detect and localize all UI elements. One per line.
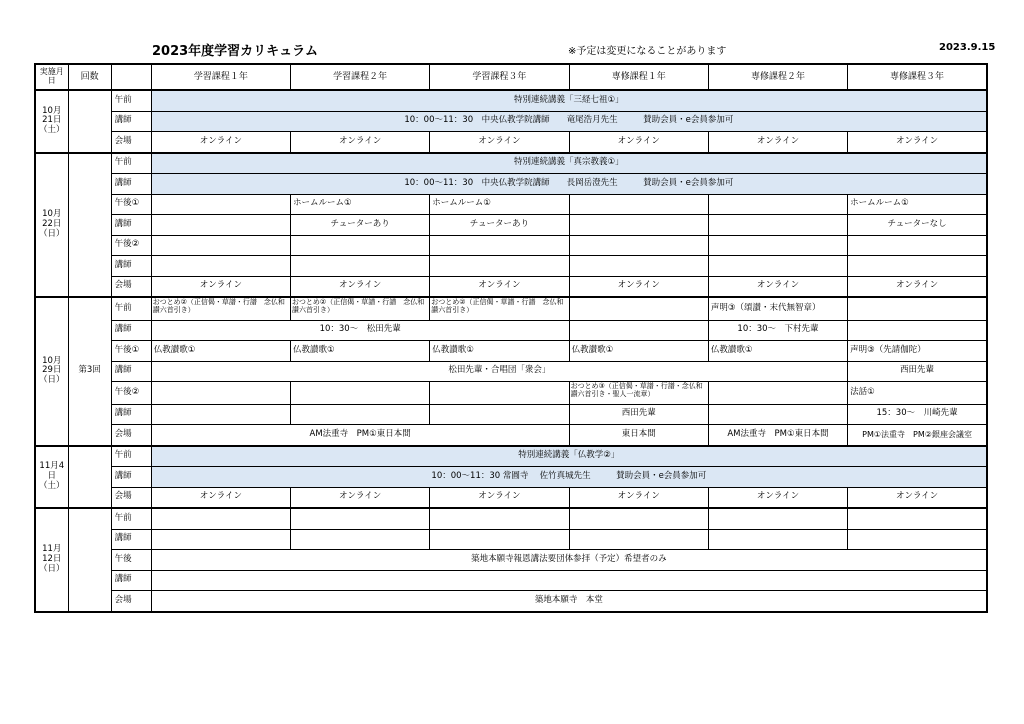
label-pm: 午後	[111, 550, 151, 571]
otsutome2-3: おつとめ②（正信偈・草譜・行譜 念仏和讃六首引き）	[430, 297, 569, 320]
label-am: 午前	[111, 297, 151, 320]
venue-online: オンライン	[291, 132, 430, 153]
venue-online: オンライン	[151, 276, 290, 297]
table-row	[35, 111, 987, 132]
nov12-pm: 築地本願寺報恩講法要団体参拝（予定）希望者のみ	[151, 550, 987, 571]
cell-empty	[291, 508, 430, 529]
tutor-3: チューターあり	[430, 215, 569, 236]
label-pm2: 午後②	[111, 382, 151, 405]
table-row	[35, 570, 987, 591]
header-row	[35, 64, 987, 90]
cell-empty	[291, 404, 430, 425]
oct21-am: 特別連続講義「三経七祖①」	[151, 90, 987, 111]
oct29-nishida-6: 西田先輩	[848, 361, 987, 382]
oct29-lecturer-am1: 10：30～ 松田先輩	[151, 320, 569, 341]
label-lecturer: 講師	[111, 174, 151, 195]
venue-online: オンライン	[430, 132, 569, 153]
venue-online: オンライン	[430, 276, 569, 297]
session-oct29: 第3回	[68, 297, 111, 446]
table-row	[35, 382, 987, 405]
label-lecturer: 講師	[111, 467, 151, 488]
shomyo3b-6: 声明③（先請伽陀）	[848, 341, 987, 362]
cell-empty	[708, 382, 847, 405]
venue-online: オンライン	[848, 132, 987, 153]
venue-online: オンライン	[848, 276, 987, 297]
cell-empty	[151, 508, 290, 529]
cell-empty	[848, 256, 987, 277]
table-row	[35, 425, 987, 446]
venue-online: オンライン	[708, 487, 847, 508]
col-course-5: 専修課程２年	[708, 64, 847, 90]
col-course-6: 専修課程３年	[848, 64, 987, 90]
label-lecturer: 講師	[111, 570, 151, 591]
cell-empty	[708, 215, 847, 236]
table-row	[35, 153, 987, 174]
venue-online: オンライン	[151, 132, 290, 153]
table-row	[35, 297, 987, 320]
otsutome2-1: おつとめ②（正信偈・草譜・行譜 念仏和讃六首引き）	[151, 297, 290, 320]
cell-empty	[569, 235, 708, 256]
label-pm2: 午後②	[111, 235, 151, 256]
cell-empty	[708, 508, 847, 529]
table-row	[35, 215, 987, 236]
schedule-note: ※予定は変更になることがあります	[568, 46, 727, 57]
col-course-3: 学習課程３年	[430, 64, 569, 90]
cell-empty	[291, 256, 430, 277]
table-row	[35, 320, 987, 341]
sanka-1: 仏教讃歌①	[151, 341, 290, 362]
date-nov12: 11月12日（日）	[35, 508, 68, 612]
cell-empty	[151, 529, 290, 550]
tutor-2: チューターあり	[291, 215, 430, 236]
col-date: 実施月日	[35, 64, 68, 90]
oct29-lecturer-am2: 10：30～ 下村先輩	[708, 320, 847, 341]
cell-empty	[848, 235, 987, 256]
oct29-nishida-4: 西田先輩	[569, 404, 708, 425]
oct22-lecturer: 10：00～11：30 中央仏教学院講師 長岡岳澄先生 賛助会員・e会員参加可	[151, 174, 987, 195]
cell-empty	[708, 194, 847, 215]
page-title: 2023年度学習カリキュラム	[152, 44, 319, 59]
cell-empty	[848, 508, 987, 529]
session-nov12	[68, 508, 111, 612]
label-venue: 会場	[111, 132, 151, 153]
nov4-lecturer: 10：00～11：30 常圓寺 佐竹真城先生 賛助会員・e会員参加可	[151, 467, 987, 488]
table-row	[35, 194, 987, 215]
table-row	[35, 404, 987, 425]
table-row	[35, 361, 987, 382]
venue-online: オンライン	[569, 132, 708, 153]
table-row	[35, 276, 987, 297]
cell-empty	[291, 382, 430, 405]
label-lecturer: 講師	[111, 111, 151, 132]
col-course-1: 学習課程１年	[151, 64, 290, 90]
nov4-am: 特別連続講義「仏教学②」	[151, 446, 987, 467]
cell-empty	[151, 382, 290, 405]
col-course-4: 専修課程１年	[569, 64, 708, 90]
homeroom-6: ホームルーム①	[848, 194, 987, 215]
date-oct29: 10月29日（日）	[35, 297, 68, 446]
table-row	[35, 467, 987, 488]
label-venue: 会場	[111, 487, 151, 508]
venue-online: オンライン	[708, 276, 847, 297]
label-lecturer: 講師	[111, 404, 151, 425]
table-row	[35, 487, 987, 508]
table-row	[35, 174, 987, 195]
label-lecturer: 講師	[111, 256, 151, 277]
date-oct22: 10月22日（日）	[35, 153, 68, 298]
tutor-6: チューターなし	[848, 215, 987, 236]
label-am: 午前	[111, 90, 151, 111]
table-row	[35, 341, 987, 362]
label-pm1: 午後①	[111, 341, 151, 362]
sanka-5: 仏教讃歌①	[708, 341, 847, 362]
venue-online: オンライン	[569, 276, 708, 297]
cell-empty	[569, 297, 708, 320]
venue-online: オンライン	[569, 487, 708, 508]
oct29-venue-c: AM法重寺 PM①東日本間	[708, 425, 847, 446]
cell-empty	[151, 404, 290, 425]
nov12-venue: 築地本願寺 本堂	[151, 591, 987, 612]
label-pm1: 午後①	[111, 194, 151, 215]
cell-empty	[708, 256, 847, 277]
otsutome2-2: おつとめ②（正信偈・草譜・行譜 念仏和讃六首引き）	[291, 297, 430, 320]
sanka-4: 仏教讃歌①	[569, 341, 708, 362]
label-venue: 会場	[111, 425, 151, 446]
cell-empty	[708, 529, 847, 550]
oct29-venue-b: 東日本間	[569, 425, 708, 446]
col-session: 回数	[68, 64, 111, 90]
col-course-2: 学習課程２年	[291, 64, 430, 90]
sanka-3: 仏教讃歌①	[430, 341, 569, 362]
table-row	[35, 132, 987, 153]
label-lecturer: 講師	[111, 361, 151, 382]
venue-online: オンライン	[291, 276, 430, 297]
col-blank	[111, 64, 151, 90]
homeroom-2: ホームルーム①	[291, 194, 430, 215]
table-row	[35, 550, 987, 571]
oct21-lecturer: 10：00～11：30 中央仏教学院講師 竜尾浩月先生 賛助会員・e会員参加可	[151, 111, 987, 132]
cell-empty	[151, 256, 290, 277]
date-nov4: 11月4日（土）	[35, 446, 68, 509]
table-row	[35, 256, 987, 277]
label-venue: 会場	[111, 276, 151, 297]
cell-empty	[569, 508, 708, 529]
label-lecturer: 講師	[111, 320, 151, 341]
otsutome3-4: おつとめ③（正信偈・草譜・行譜・念仏和讃六首引き・聖人一流章）	[569, 382, 708, 405]
cell-empty	[430, 256, 569, 277]
label-am: 午前	[111, 153, 151, 174]
cell-empty	[569, 194, 708, 215]
cell-empty	[708, 235, 847, 256]
oct29-lecturer-pm2: 15：30～ 川崎先輩	[848, 404, 987, 425]
shomyo3-5: 声明③（頌讃・末代無智章）	[708, 297, 847, 320]
date-oct21: 10月21日（土）	[35, 90, 68, 153]
cell-empty	[569, 256, 708, 277]
curriculum-table	[34, 63, 988, 613]
oct29-venue-d: PM①法重寺 PM②銀座会議室	[848, 425, 987, 446]
session-oct21	[68, 90, 111, 153]
table-row	[35, 529, 987, 550]
cell-empty	[430, 404, 569, 425]
table-row	[35, 446, 987, 467]
oct29-lecturer-pm1: 松田先輩・合唱団「衆会」	[151, 361, 847, 382]
howa-6: 法話①	[848, 382, 987, 405]
cell-empty	[151, 235, 290, 256]
label-lecturer: 講師	[111, 529, 151, 550]
venue-online: オンライン	[848, 487, 987, 508]
oct29-venue-a: AM法重寺 PM①東日本間	[151, 425, 569, 446]
cell-empty	[151, 215, 290, 236]
homeroom-3: ホームルーム①	[430, 194, 569, 215]
label-am: 午前	[111, 508, 151, 529]
table-row	[35, 235, 987, 256]
cell-empty	[430, 529, 569, 550]
label-am: 午前	[111, 446, 151, 467]
venue-online: オンライン	[430, 487, 569, 508]
cell-empty	[848, 297, 987, 320]
nov12-lecturer	[151, 570, 987, 591]
sanka-2: 仏教讃歌①	[291, 341, 430, 362]
cell-empty	[848, 529, 987, 550]
cell-empty	[291, 529, 430, 550]
cell-empty	[848, 320, 987, 341]
cell-empty	[151, 194, 290, 215]
table-row	[35, 508, 987, 529]
cell-empty	[430, 508, 569, 529]
cell-empty	[569, 215, 708, 236]
table-row	[35, 591, 987, 612]
venue-online: オンライン	[151, 487, 290, 508]
cell-empty	[708, 404, 847, 425]
oct22-am: 特別連続講義「真宗教義①」	[151, 153, 987, 174]
session-nov4	[68, 446, 111, 509]
cell-empty	[569, 529, 708, 550]
label-venue: 会場	[111, 591, 151, 612]
cell-empty	[291, 235, 430, 256]
venue-online: オンライン	[291, 487, 430, 508]
label-lecturer: 講師	[111, 215, 151, 236]
cell-empty	[430, 382, 569, 405]
cell-empty	[430, 235, 569, 256]
session-oct22	[68, 153, 111, 298]
table-row	[35, 90, 987, 111]
issue-date: 2023.9.15	[939, 42, 996, 53]
venue-online: オンライン	[708, 132, 847, 153]
cell-empty	[569, 320, 708, 341]
